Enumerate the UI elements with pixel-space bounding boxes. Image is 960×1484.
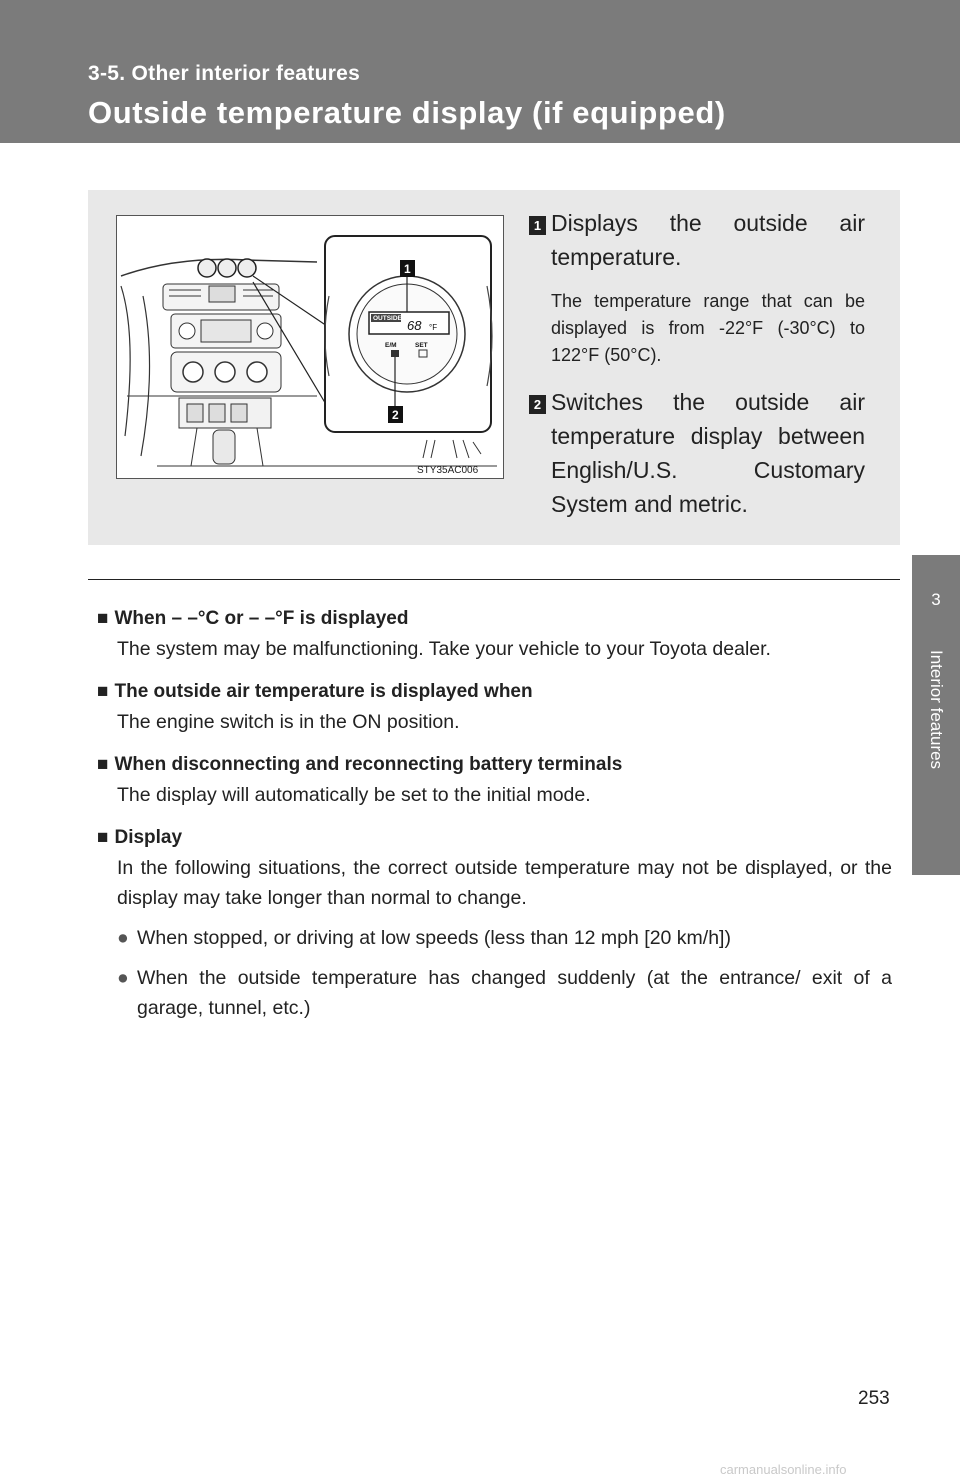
note-heading [97,604,892,634]
note-heading [97,750,892,780]
square-bullet-icon: ■ [97,754,109,775]
callout-list [529,206,865,521]
note-bullet [97,923,892,953]
page-header [0,0,960,143]
display-temperature-value: 68 [407,318,422,333]
note-heading [97,677,892,707]
section-divider [88,579,900,580]
dashboard-illustration [116,215,504,479]
display-outside-label: OUTSIDE [373,315,402,322]
note-body: The system may be malfunctioning. Take your vehicle to your Toyota dealer. [117,638,771,660]
callout-item [529,385,865,521]
circle-bullet-icon: ● [117,927,129,949]
square-bullet-icon: ■ [97,827,109,848]
page-number: 253 [858,1388,890,1409]
circle-bullet-icon: ● [117,967,129,989]
page-title: Outside temperature display (if equipped) [88,95,726,130]
chapter-number: 3 [931,590,941,609]
note-heading [97,823,892,853]
note-item [97,823,892,1023]
note-bullet-text: When the outside temperature has changed suddenly (at the entrance/ exit of a garage, tunnel, etc.) [137,967,892,1019]
note-body: In the following situations, the correct outside temperature may not be displayed, or the display may take longer than normal to change. [117,857,892,909]
square-bullet-icon: ■ [97,608,109,629]
note-bullet [97,963,892,1023]
display-temperature-unit: °F [429,323,438,332]
note-bullet-text: When stopped, or driving at low speeds (less than 12 mph [20 km/h]) [137,927,731,949]
figure-marker-1: 1 [404,262,411,276]
watermark-text: carmanualsonline.info [720,1462,847,1477]
dashboard-drawing [117,216,503,478]
figure-marker-2: 2 [392,408,399,422]
figure-panel [88,190,900,545]
section-label: 3-5. Other interior features [88,62,361,85]
callout-number: 2 [529,395,546,414]
note-item [97,604,892,664]
callout-text: Switches the outside air temperature display between English/U.S. Customary System and metric. [551,389,865,517]
callout-number: 1 [529,216,546,235]
note-body: The display will automatically be set to the initial mode. [117,784,591,806]
callout-item [529,206,865,369]
figure-code: STY35AC006 [417,465,479,476]
note-heading-text: Display [114,827,183,848]
notes-section [97,604,892,1036]
callout-text: Displays the outside air temperature. [551,210,865,270]
set-button-label: SET [415,342,428,349]
note-heading-text: When disconnecting and reconnecting battery terminals [114,754,623,775]
square-bullet-icon: ■ [97,681,109,702]
chapter-tab [912,0,960,1484]
note-item [97,750,892,810]
note-heading-text: When – –°C or – –°F is displayed [114,608,409,629]
note-heading-text: The outside air temperature is displayed when [114,681,533,702]
note-item [97,677,892,737]
callout-note: The temperature range that can be displayed is from -22°F (-30°C) to 122°F (50°C). [551,291,865,365]
chapter-label: Interior features [927,650,946,770]
em-button-label: E/M [385,342,397,349]
note-body: The engine switch is in the ON position. [117,711,460,733]
